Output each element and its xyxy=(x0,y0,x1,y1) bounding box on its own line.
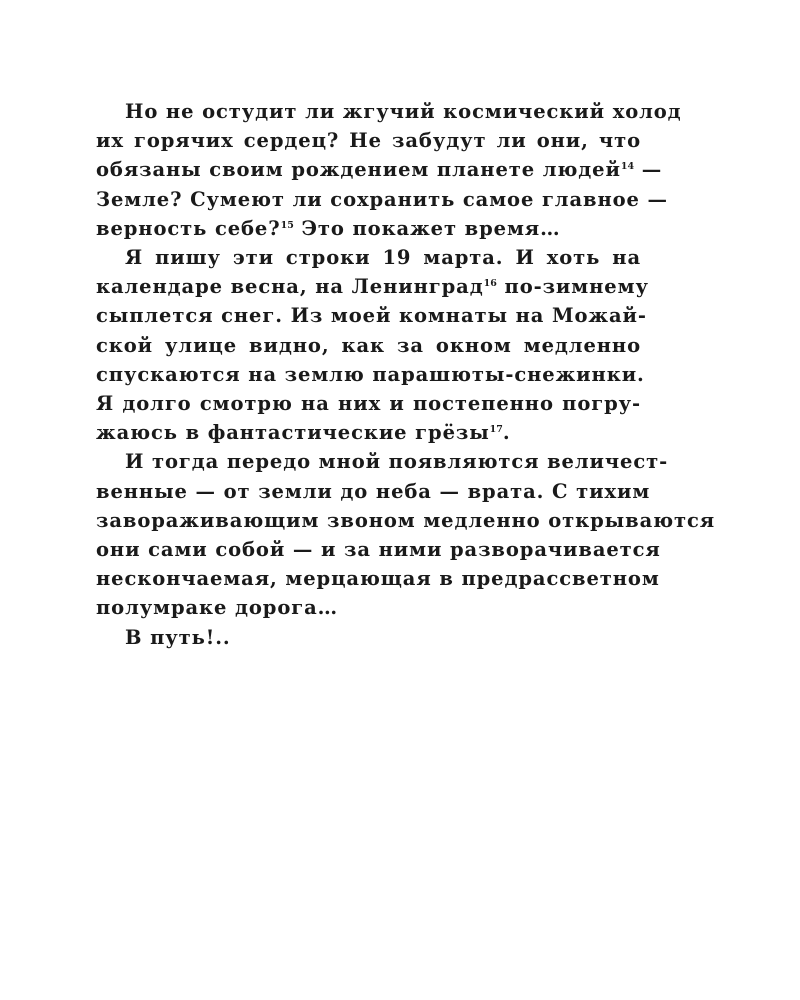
text-line: спускаются на землю парашюты-снежинки. xyxy=(96,362,645,386)
text-line: их горячих сердец? Не забудут ли они, что xyxy=(96,129,641,153)
text-line: Я пишу эти строки 19 марта. И хоть на xyxy=(125,246,641,270)
paragraph xyxy=(96,623,641,652)
text-line: В путь!.. xyxy=(125,625,231,649)
paragraph xyxy=(96,97,682,243)
text-line: они сами собой — и за ними разворачивается xyxy=(96,538,661,562)
footnote-marker[interactable]: 14 xyxy=(620,161,635,173)
footnote-marker[interactable]: 16 xyxy=(483,278,497,290)
paragraph xyxy=(96,447,716,622)
text-line: Земле? Сумеют ли сохранить самое главное — xyxy=(96,187,668,211)
text-line: венные — от земли до неба — врата. С тихим xyxy=(96,479,651,503)
text-line: завораживающим звоном медленно открываются xyxy=(96,508,716,532)
text-line: Но не остудит ли жгучий космический холод xyxy=(125,100,682,123)
text-line: календаре весна, на Ленинград$^{16}$ по-зимнему xyxy=(96,275,649,299)
footnote-marker[interactable]: 15 xyxy=(280,219,294,231)
paragraph xyxy=(96,243,649,447)
text-line: Я долго смотрю на них и постепенно погру- xyxy=(96,392,641,416)
text-line: полумраке дорога… xyxy=(96,596,339,620)
text-line: верность себе?$^{15}$ Это покажет время… xyxy=(96,216,561,240)
footnote-marker[interactable]: 17 xyxy=(489,424,503,436)
text-line: ской улице видно, как за окном медленно xyxy=(96,333,641,357)
text-line: жаюсь в фантастические грёзы$^{17}$. xyxy=(96,421,511,445)
text-line: И тогда передо мной появляются величест- xyxy=(125,450,669,474)
text-line: обязаны своим рождением планете людей$^{14}$ — xyxy=(96,158,663,182)
page-text xyxy=(96,97,716,652)
text-line: сыплется снег. Из моей комнаты на Можай- xyxy=(96,304,647,328)
text-line: нескончаемая, мерцающая в предрассветном xyxy=(96,567,660,591)
